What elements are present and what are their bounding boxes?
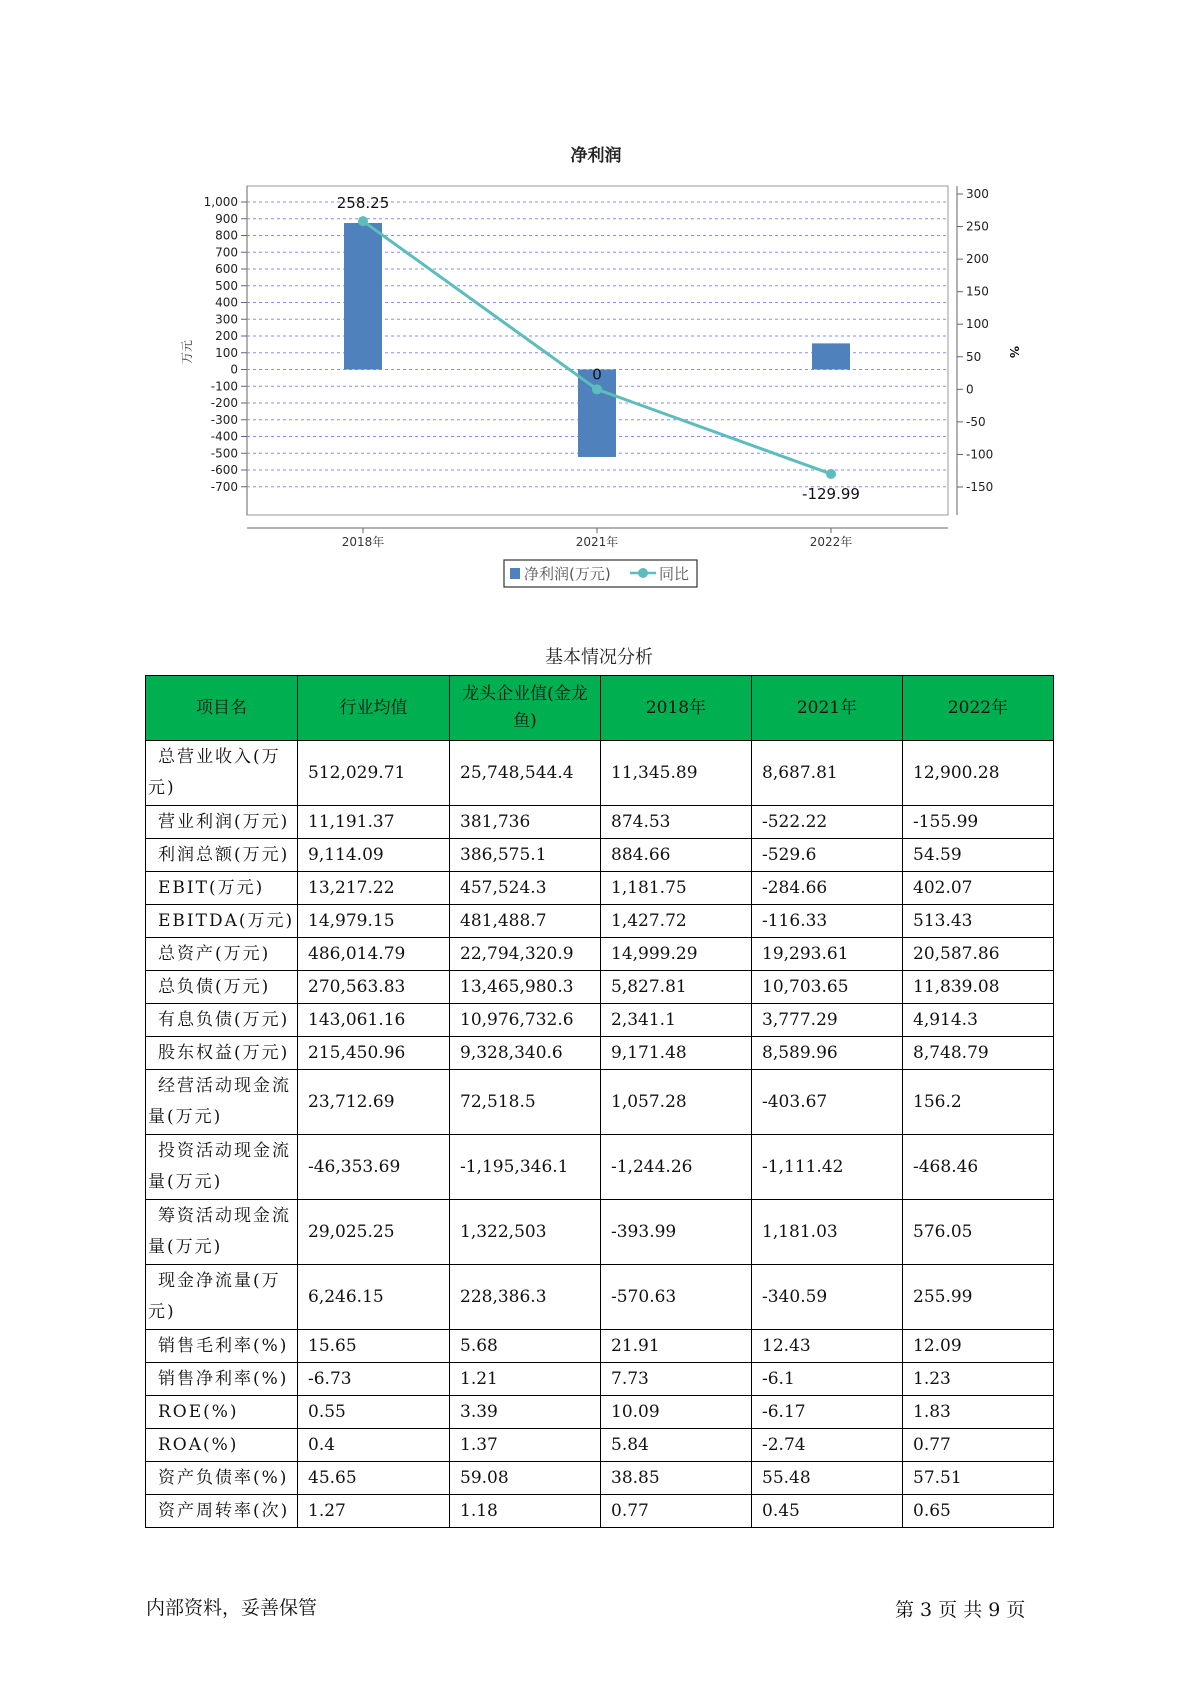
- y-left-tick-label: 500: [215, 278, 238, 293]
- row-label-cell: 营业利润(万元): [146, 806, 298, 839]
- row-label-cell: 总负债(万元): [146, 971, 298, 1004]
- y-left-tick-label: 800: [215, 228, 238, 243]
- value-cell: 1.21: [450, 1363, 601, 1396]
- row-label-cell: 筹资活动现金流量(万元): [146, 1200, 298, 1265]
- value-cell: 22,794,320.9: [450, 938, 601, 971]
- value-cell: -1,244.26: [601, 1135, 752, 1200]
- table-row: [146, 1462, 1054, 1495]
- value-cell: 72,518.5: [450, 1070, 601, 1135]
- table-row: [146, 1429, 1054, 1462]
- value-cell: 215,450.96: [298, 1037, 450, 1070]
- value-cell: 512,029.71: [298, 741, 450, 806]
- y-left-tick-label: 900: [215, 211, 238, 226]
- legend-bar-swatch: [510, 568, 520, 579]
- value-cell: -284.66: [752, 872, 903, 905]
- value-cell: 38.85: [601, 1462, 752, 1495]
- basic-analysis-table: [145, 675, 1054, 1528]
- value-cell: 0.77: [601, 1495, 752, 1528]
- value-cell: -1,195,346.1: [450, 1135, 601, 1200]
- footer-confidential-note: 内部资料，妥善保管: [146, 1597, 318, 1619]
- net-profit-chart: [0, 0, 1191, 600]
- table-row: [146, 1200, 1054, 1265]
- header-2022: 2022年: [903, 676, 1054, 741]
- value-cell: 21.91: [601, 1330, 752, 1363]
- value-cell: 1.27: [298, 1495, 450, 1528]
- value-cell: 270,563.83: [298, 971, 450, 1004]
- value-cell: 381,736: [450, 806, 601, 839]
- y-left-tick-label: 700: [215, 245, 238, 260]
- net-profit-bar: [812, 343, 850, 369]
- row-label-cell: 总营业收入(万元): [146, 741, 298, 806]
- y-left-tick-label: -100: [210, 379, 238, 394]
- y-left-tick-label: -700: [210, 479, 238, 494]
- row-label-cell: 销售净利率(%): [146, 1363, 298, 1396]
- value-cell: 457,524.3: [450, 872, 601, 905]
- value-cell: 0.77: [903, 1429, 1054, 1462]
- y-right-tick-label: -100: [966, 447, 994, 462]
- header-2021: 2021年: [752, 676, 903, 741]
- value-cell: 4,914.3: [903, 1004, 1054, 1037]
- row-label-cell: 投资活动现金流量(万元): [146, 1135, 298, 1200]
- value-cell: 3.39: [450, 1396, 601, 1429]
- table-row: [146, 1265, 1054, 1330]
- value-cell: 55.48: [752, 1462, 903, 1495]
- x-category-label: 2018年: [341, 535, 385, 549]
- header-leader-value: 龙头企业值(金龙鱼): [450, 676, 601, 741]
- x-category-label: 2021年: [575, 535, 619, 549]
- table-row: [146, 1070, 1054, 1135]
- header-industry-average: 行业均值: [298, 676, 450, 741]
- row-label-cell: ROA(%): [146, 1429, 298, 1462]
- y-left-tick-label: 1,000: [203, 195, 238, 209]
- legend-line-marker: [638, 568, 648, 578]
- legend-yoy: 同比: [659, 565, 690, 583]
- value-cell: 45.65: [298, 1462, 450, 1495]
- value-cell: -6.73: [298, 1363, 450, 1396]
- row-label-cell: 股东权益(万元): [146, 1037, 298, 1070]
- table-header-row: [146, 676, 1054, 741]
- value-cell: 57.51: [903, 1462, 1054, 1495]
- row-label-cell: 有息负债(万元): [146, 1004, 298, 1037]
- value-cell: -155.99: [903, 806, 1054, 839]
- value-cell: 402.07: [903, 872, 1054, 905]
- value-cell: 12.09: [903, 1330, 1054, 1363]
- value-cell: 1.18: [450, 1495, 601, 1528]
- value-cell: 11,839.08: [903, 971, 1054, 1004]
- value-cell: 884.66: [601, 839, 752, 872]
- table-row: [146, 971, 1054, 1004]
- table-body: [146, 741, 1054, 1528]
- row-label-cell: 现金净流量(万元): [146, 1265, 298, 1330]
- value-cell: 481,488.7: [450, 905, 601, 938]
- value-cell: -116.33: [752, 905, 903, 938]
- yoy-point: [592, 384, 602, 394]
- value-cell: 13,465,980.3: [450, 971, 601, 1004]
- value-cell: -522.22: [752, 806, 903, 839]
- value-cell: 0.55: [298, 1396, 450, 1429]
- y-left-tick-label: 100: [215, 345, 238, 360]
- table-row: [146, 1037, 1054, 1070]
- value-cell: 5.68: [450, 1330, 601, 1363]
- value-cell: 29,025.25: [298, 1200, 450, 1265]
- value-cell: 14,999.29: [601, 938, 752, 971]
- table-row: [146, 872, 1054, 905]
- y-right-tick-label: -150: [966, 480, 994, 494]
- header-item-name: 项目名: [146, 676, 298, 741]
- y-left-tick-label: 0: [230, 362, 238, 377]
- value-cell: 10.09: [601, 1396, 752, 1429]
- value-cell: 1,322,503: [450, 1200, 601, 1265]
- y-right-tick-label: 0: [966, 382, 974, 397]
- y-axis-right-label: %: [1007, 345, 1021, 359]
- chart-legend: [504, 560, 697, 587]
- value-cell: 12,900.28: [903, 741, 1054, 806]
- value-cell: 8,589.96: [752, 1037, 903, 1070]
- y-right-tick-label: 100: [966, 317, 989, 332]
- value-cell: 1,181.03: [752, 1200, 903, 1265]
- row-label-cell: ROE(%): [146, 1396, 298, 1429]
- y-left-tick-label: -400: [210, 429, 238, 444]
- value-cell: 1,427.72: [601, 905, 752, 938]
- row-label-cell: 销售毛利率(%): [146, 1330, 298, 1363]
- table-row: [146, 741, 1054, 806]
- y-right-tick-label: 200: [966, 252, 989, 267]
- value-cell: 486,014.79: [298, 938, 450, 971]
- value-cell: 2,341.1: [601, 1004, 752, 1037]
- value-cell: 10,976,732.6: [450, 1004, 601, 1037]
- row-label-cell: EBITDA(万元): [146, 905, 298, 938]
- value-cell: 576.05: [903, 1200, 1054, 1265]
- y-left-tick-label: -500: [210, 446, 238, 461]
- value-cell: 386,575.1: [450, 839, 601, 872]
- value-cell: 143,061.16: [298, 1004, 450, 1037]
- y-axis-left-label: 万元: [180, 339, 194, 365]
- y-right-tick-label: 50: [966, 349, 982, 364]
- value-cell: 8,748.79: [903, 1037, 1054, 1070]
- y-right-tick-label: 300: [966, 187, 989, 201]
- table-row: [146, 905, 1054, 938]
- table-row: [146, 806, 1054, 839]
- value-cell: 1.83: [903, 1396, 1054, 1429]
- value-cell: 14,979.15: [298, 905, 450, 938]
- value-cell: 20,587.86: [903, 938, 1054, 971]
- value-cell: 1.23: [903, 1363, 1054, 1396]
- footer-page-number: 第 3 页 共 9 页: [895, 1599, 1026, 1621]
- table-row: [146, 839, 1054, 872]
- value-cell: -393.99: [601, 1200, 752, 1265]
- yoy-data-label: -129.99: [802, 484, 860, 503]
- value-cell: 1,181.75: [601, 872, 752, 905]
- value-cell: 5,827.81: [601, 971, 752, 1004]
- value-cell: -570.63: [601, 1265, 752, 1330]
- value-cell: -6.17: [752, 1396, 903, 1429]
- value-cell: 6,246.15: [298, 1265, 450, 1330]
- row-label-cell: 资产周转率(次): [146, 1495, 298, 1528]
- value-cell: 513.43: [903, 905, 1054, 938]
- value-cell: 1,057.28: [601, 1070, 752, 1135]
- x-category-label: 2022年: [809, 535, 853, 549]
- table-row: [146, 1495, 1054, 1528]
- value-cell: 228,386.3: [450, 1265, 601, 1330]
- value-cell: 3,777.29: [752, 1004, 903, 1037]
- value-cell: 5.84: [601, 1429, 752, 1462]
- value-cell: 9,328,340.6: [450, 1037, 601, 1070]
- value-cell: -468.46: [903, 1135, 1054, 1200]
- net-profit-bar: [344, 223, 382, 369]
- value-cell: 7.73: [601, 1363, 752, 1396]
- yoy-data-label: 0: [592, 365, 602, 384]
- yoy-data-label: 258.25: [336, 194, 390, 213]
- value-cell: 1.37: [450, 1429, 601, 1462]
- value-cell: 8,687.81: [752, 741, 903, 806]
- value-cell: -340.59: [752, 1265, 903, 1330]
- row-label-cell: 经营活动现金流量(万元): [146, 1070, 298, 1135]
- value-cell: 9,171.48: [601, 1037, 752, 1070]
- y-left-tick-label: -600: [210, 463, 238, 477]
- value-cell: 59.08: [450, 1462, 601, 1495]
- value-cell: 19,293.61: [752, 938, 903, 971]
- table-row: [146, 938, 1054, 971]
- value-cell: 0.45: [752, 1495, 903, 1528]
- yoy-point: [826, 469, 836, 479]
- table-row: [146, 1396, 1054, 1429]
- y-left-tick-label: -200: [210, 396, 238, 410]
- y-left-tick-label: 600: [215, 262, 238, 276]
- value-cell: 54.59: [903, 839, 1054, 872]
- value-cell: 11,191.37: [298, 806, 450, 839]
- value-cell: 23,712.69: [298, 1070, 450, 1135]
- value-cell: 156.2: [903, 1070, 1054, 1135]
- value-cell: 255.99: [903, 1265, 1054, 1330]
- chart-title: 净利润: [570, 146, 622, 166]
- value-cell: 10,703.65: [752, 971, 903, 1004]
- value-cell: 11,345.89: [601, 741, 752, 806]
- y-right-tick-label: -50: [966, 414, 986, 429]
- value-cell: -2.74: [752, 1429, 903, 1462]
- value-cell: 13,217.22: [298, 872, 450, 905]
- table-row: [146, 1135, 1054, 1200]
- table-row: [146, 1330, 1054, 1363]
- y-left-tick-label: 400: [215, 295, 238, 310]
- y-right-tick-label: 150: [966, 284, 989, 299]
- value-cell: 0.4: [298, 1429, 450, 1462]
- row-label-cell: 资产负债率(%): [146, 1462, 298, 1495]
- row-label-cell: 利润总额(万元): [146, 839, 298, 872]
- value-cell: 25,748,544.4: [450, 741, 601, 806]
- value-cell: -403.67: [752, 1070, 903, 1135]
- header-2018: 2018年: [601, 676, 752, 741]
- value-cell: -46,353.69: [298, 1135, 450, 1200]
- value-cell: -6.1: [752, 1363, 903, 1396]
- value-cell: 12.43: [752, 1330, 903, 1363]
- y-left-tick-label: 200: [215, 329, 238, 343]
- value-cell: 0.65: [903, 1495, 1054, 1528]
- value-cell: 15.65: [298, 1330, 450, 1363]
- value-cell: 874.53: [601, 806, 752, 839]
- y-left-tick-label: -300: [210, 412, 238, 427]
- table-row: [146, 1363, 1054, 1396]
- yoy-point: [358, 216, 368, 226]
- y-right-tick-label: 250: [966, 219, 989, 234]
- row-label-cell: EBIT(万元): [146, 872, 298, 905]
- table-caption: 基本情况分析: [545, 647, 653, 668]
- row-label-cell: 总资产(万元): [146, 938, 298, 971]
- table-row: [146, 1004, 1054, 1037]
- y-left-tick-label: 300: [215, 312, 238, 327]
- value-cell: -1,111.42: [752, 1135, 903, 1200]
- legend-net-profit: 净利润(万元): [524, 565, 611, 583]
- value-cell: 9,114.09: [298, 839, 450, 872]
- value-cell: -529.6: [752, 839, 903, 872]
